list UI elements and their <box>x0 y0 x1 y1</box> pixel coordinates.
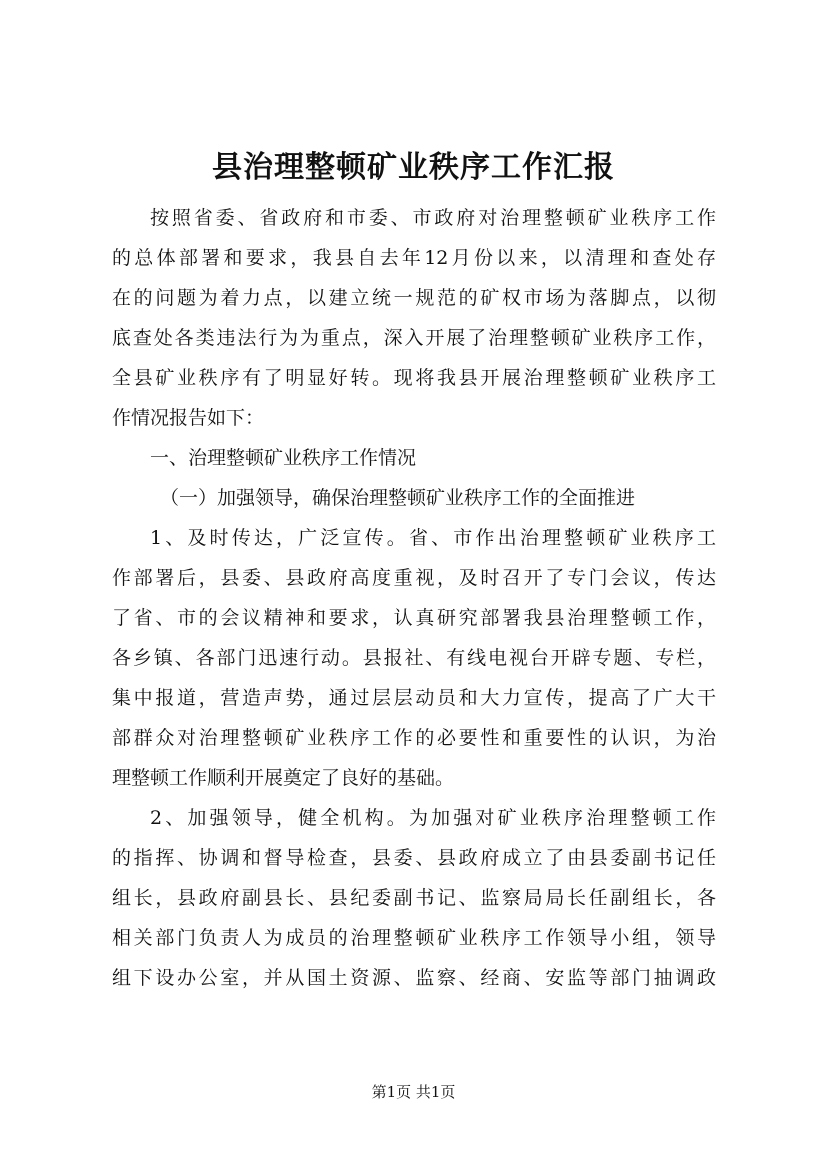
paragraph-line: 集中报道，营造声势，通过层层动员和大力宣传，提高了广大干 <box>112 687 716 709</box>
paragraph-line: 了省、市的会议精神和要求，认真研究部署我县治理整顿工作， <box>112 607 716 629</box>
paragraph-line: 作部署后，县委、县政府高度重视，及时召开了专门会议，传达 <box>112 567 716 589</box>
paragraph-line: 作情况报告如下： <box>112 407 265 429</box>
paragraph-line: 的指挥、协调和督导检查，县委、县政府成立了由县委副书记任 <box>112 847 716 869</box>
paragraph-line: （一）加强领导，确保治理整顿矿业秩序工作的全面推进 <box>160 487 636 509</box>
paragraph-line: 一、治理整顿矿业秩序工作情况 <box>150 447 417 469</box>
paragraph-line: 部群众对治理整顿矿业秩序工作的必要性和重要性的认识，为治 <box>112 727 716 749</box>
paragraph-line: 2、加强领导，健全机构。为加强对矿业秩序治理整顿工作 <box>150 807 716 829</box>
paragraph-line: 全县矿业秩序有了明显好转。现将我县开展治理整顿矿业秩序工 <box>112 367 716 389</box>
paragraph-line: 在的问题为着力点，以建立统一规范的矿权市场为落脚点，以彻 <box>112 287 716 309</box>
paragraph-line: 按照省委、省政府和市委、市政府对治理整顿矿业秩序工作 <box>150 207 716 229</box>
paragraph-line: 组长，县政府副县长、县纪委副书记、监察局局长任副组长，各 <box>112 887 716 909</box>
paragraph-line: 底查处各类违法行为为重点，深入开展了治理整顿矿业秩序工作， <box>112 327 716 349</box>
page-footer: 第1页 共1页 <box>371 1083 456 1101</box>
document-body <box>112 198 716 998</box>
paragraph-line: 理整顿工作顺利开展奠定了良好的基础。 <box>112 767 455 789</box>
paragraph-line: 1、及时传达，广泛宣传。省、市作出治理整顿矿业秩序工 <box>150 527 716 549</box>
paragraph-line: 组下设办公室，并从国土资源、监察、经商、安监等部门抽调政 <box>112 967 716 989</box>
document-title: 县治理整顿矿业秩序工作汇报 <box>212 150 615 185</box>
paragraph-line: 各乡镇、各部门迅速行动。县报社、有线电视台开辟专题、专栏， <box>112 647 716 669</box>
paragraph-line: 相关部门负责人为成员的治理整顿矿业秩序工作领导小组，领导 <box>112 927 716 949</box>
paragraph-line: 的总体部署和要求，我县自去年12月份以来，以清理和查处存 <box>112 247 716 269</box>
